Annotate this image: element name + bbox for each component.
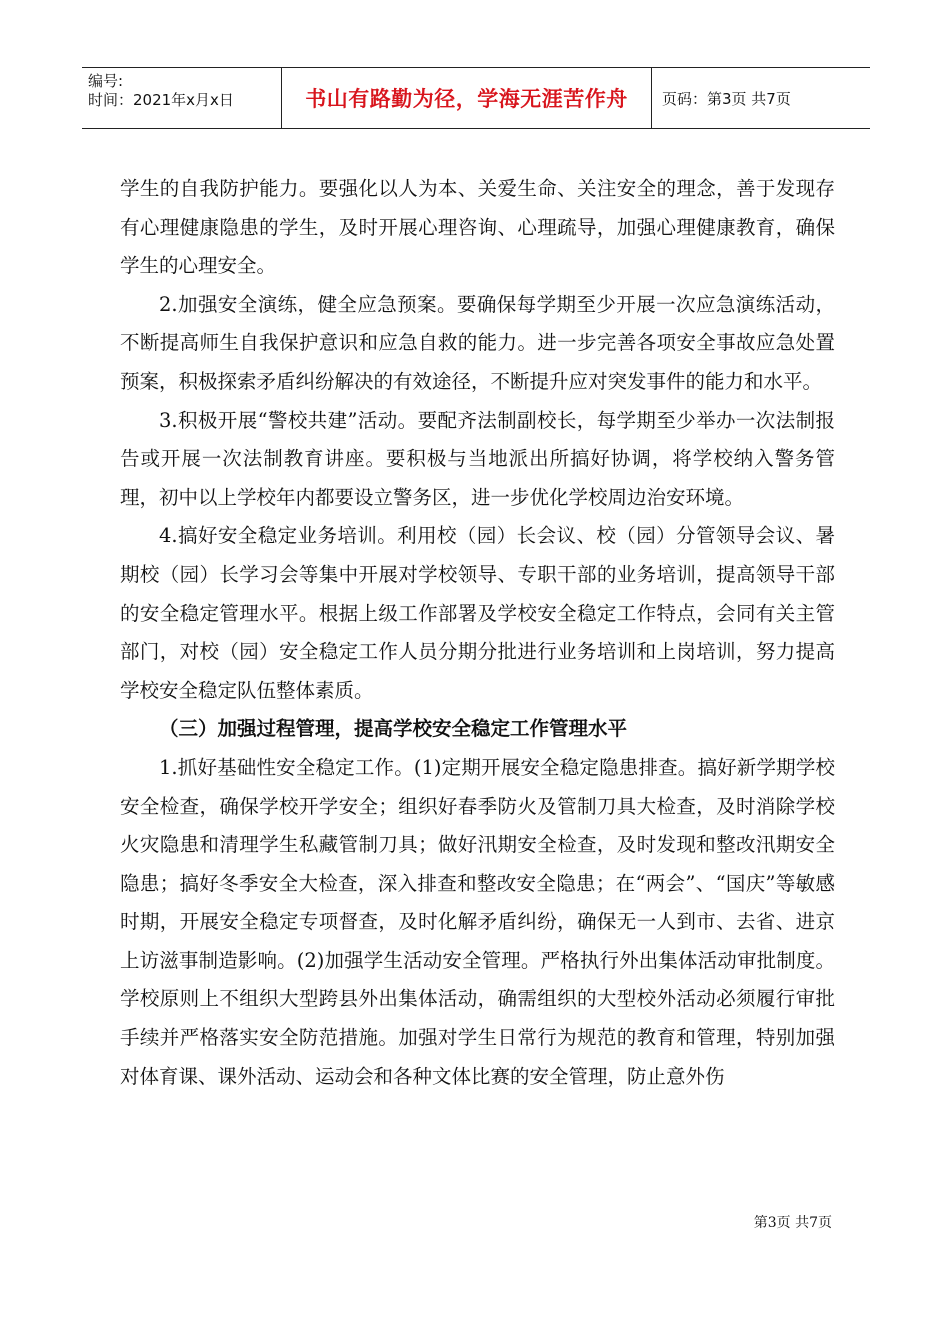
paragraph-5: 1.抓好基础性安全稳定工作。(1)定期开展安全稳定隐患排查。搞好新学期学校安全检查，确保学校开学安全；组织好春季防火及管制刀具大检查，及时消除学校火灾隐患和清理学生私藏管制刀具；做好汛期安全检查，及时发现和整改汛期安全隐患；搞好冬季安全大检查，深入排查和整改安全隐患；在“两会”、“国庆”等敏感时期，开展安全稳定专项督查，及时化解矛盾纠纷，确保无一人到市、去省、进京上访滋事制造影响。(2)加强学生活动安全管理。严格执行外出集体活动审批制度。学校原则上不组织大型跨县外出集体活动，确需组织的大型校外活动必须履行审批手续并严格落实安全防范措施。加强对学生日常行为规范的教育和管理，特别加强对体育课、课外活动、运动会和各种文体比赛的安全管理，防止意外伤	[120, 755, 835, 1088]
paragraph-2: 2.加强安全演练，健全应急预案。要确保每学期至少开展一次应急演练活动，不断提高师生自我保护意识和应急自救的能力。进一步完善各项安全事故应急处置预案，积极探索矛盾纠纷解决的有效途径，不断提升应对突发事件的能力和水平。	[120, 292, 835, 393]
header-motto: 书山有路勤为径，学海无涯苦作舟	[282, 68, 652, 128]
page-footer: 第3页 共7页	[753, 1215, 832, 1231]
paragraph-1: 学生的自我防护能力。要强化以人为本、关爱生命、关注安全的理念，善于发现存有心理健康隐患的学生，及时开展心理咨询、心理疏导，加强心理健康教育，确保学生的心理安全。	[120, 177, 835, 278]
date-label: 时间：2021年x月x日	[88, 91, 234, 109]
paragraph-4: 4.搞好安全稳定业务培训。利用校（园）长会议、校（园）分管领导会议、暑期校（园）长学习会等集中开展对学校领导、专职干部的业务培训，提高领导干部的安全稳定管理水平。根据上级工作部署及学校安全稳定工作特点，会同有关主管部门，对校（园）安全稳定工作人员分期分批进行业务培训和上岗培训，努力提高学校安全稳定队伍整体素质。	[120, 524, 835, 702]
section-heading-3: （三）加强过程管理，提高学校安全稳定工作管理水平	[159, 717, 628, 741]
paragraph-3: 3.积极开展“警校共建”活动。要配齐法制副校长，每学期至少举办一次法制报告或开展一次法制教育讲座。要积极与当地派出所搞好协调，将学校纳入警务管理，初中以上学校年内都要设立警务区，进一步优化学校周边治安环境。	[120, 408, 835, 509]
document-body	[120, 170, 835, 1096]
serial-label: 编号:	[88, 72, 124, 90]
header-meta	[82, 68, 282, 128]
header-page-info: 页码：第3页 共7页	[662, 89, 791, 108]
page-header	[82, 67, 870, 129]
